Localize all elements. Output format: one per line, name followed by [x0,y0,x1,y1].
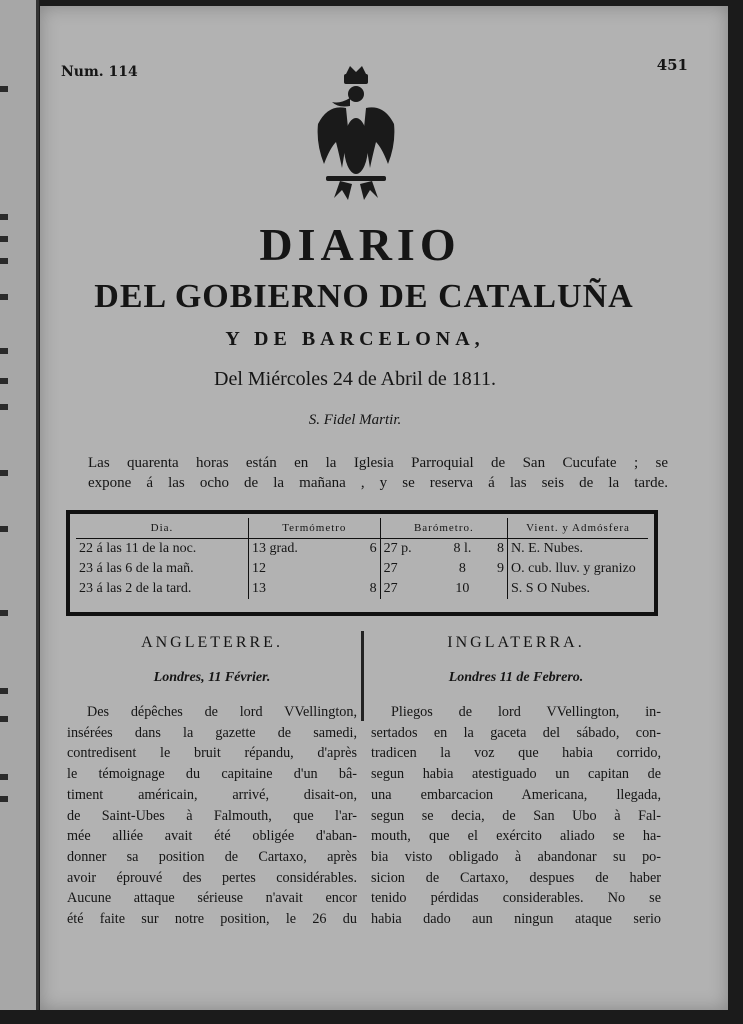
text-line: de Saint-Ubes à Falmouth, que l'ar- [67,807,357,824]
newspaper-page [40,6,728,1010]
text-line: tenido pérdidas considerables. No se [371,890,661,907]
adjacent-page-edge [0,0,39,1010]
article-body [67,702,357,930]
cell-termo-min: 6 [353,539,380,560]
header-dia: Dia. [76,518,249,539]
cell-viento: O. cub. lluv. y granizo [511,561,636,576]
cell-dia: 22 á las 11 de la noc. [76,539,249,560]
masthead-subtitle: DEL GOBIERNO DE CATALUÑA [94,278,634,315]
cell-baro-pt: 9 [484,559,508,579]
cell-viento: N. E. Nubes. [511,541,583,556]
text-line: donner sa position de Cartaxo, après [67,848,357,865]
cell-termo: 13 [252,581,266,596]
header-viento: Vient. y Admósfera [508,518,648,539]
cell-baro-p: 27 [383,581,398,596]
page-number: 451 [656,56,688,74]
section-heading: INGLATERRA. [447,634,585,651]
notice-line: Las quarenta horas están en la Iglesia Parroquial de San Cucufate ; se [88,455,668,471]
table-row [76,559,648,579]
cell-termo: 12 [252,561,266,576]
masthead-title: DIARIO [259,219,461,270]
cell-baro-p: 27 [383,561,398,576]
cell-viento: S. S O Nubes. [511,581,590,596]
text-line: sicion de Cartaxo, despues de haber [371,869,661,886]
text-line: Pliegos de lord VVellington, in- [391,704,661,720]
text-line: été faite sur notre position, le 26 du [67,911,357,928]
text-line: una embarcacion Americana, llegada, [371,786,661,803]
church-notice [88,453,668,493]
table-row [76,539,648,560]
imperial-eagle-emblem-icon [310,64,402,204]
issue-number: Num. 114 [61,64,138,80]
cell-dia: 23 á las 2 de la tard. [76,579,249,599]
cell-termo-min [353,559,380,579]
article-spanish [371,634,661,930]
text-line: habia dado aun ningun ataque serio [371,911,661,928]
dateline: Londres 11 de Febrero. [448,670,584,685]
cell-baro-pt: 8 [484,539,508,560]
text-line: sertados en la gaceta del sábado, con- [371,724,661,741]
text-line: insérées dans la gazette de samedi, [67,724,357,741]
table-row [76,579,648,599]
cell-baro-l: 8 l. [453,541,472,556]
column-divider [361,631,364,721]
dateline: Londres, 11 Février. [153,670,271,685]
header-termometro: Termómetro [249,518,381,539]
text-line: le témoignage du capitaine d'un bâ- [67,766,357,783]
cell-baro-l: 10 [455,581,470,596]
masthead-subtitle-barcelona: Y DE BARCELONA, [225,328,485,350]
text-line: contredisent le bruit répandu, d'après [67,745,357,762]
issue-date: Del Miércoles 24 de Abril de 1811. [214,368,496,390]
article-french [67,634,357,930]
notice-line: expone á las ocho de la mañana , y se reserva á las seis de la tarde. [88,475,668,491]
text-line: timent américain, arrivé, disait-on, [67,786,357,803]
cell-baro-p: 27 p. [383,541,412,556]
article-body [371,702,661,930]
text-line: avoir éprouvé des pertes considérables. [67,869,357,886]
text-line: segun habia atestiguado un capitan de [371,766,661,783]
cell-termo-min: 8 [353,579,380,599]
text-line: bia visto obligado à abandonar su po- [371,848,661,865]
text-line: mée alliée avait été obligée d'aban- [67,828,357,845]
saint-of-day: S. Fidel Martir. [308,412,402,428]
text-line: mouth, que el exército aliado se ha- [371,828,661,845]
weather-table [66,510,658,616]
cell-termo: 13 grad. [252,541,298,556]
text-line: Aucune attaque sérieuse n'avait encor [67,890,357,907]
text-line: tradicen la voz que habia corrido, [371,745,661,762]
cell-baro-l: 8 [458,561,466,576]
cell-dia: 23 á las 6 de la mañ. [76,559,249,579]
text-line: Des dépêches de lord VVellington, [87,704,357,720]
text-line: segun se decia, de San Ubo à Fal- [371,807,661,824]
cell-baro-pt [484,579,508,599]
header-barometro: Barómetro. [380,518,507,539]
section-heading: ANGLETERRE. [141,634,283,651]
